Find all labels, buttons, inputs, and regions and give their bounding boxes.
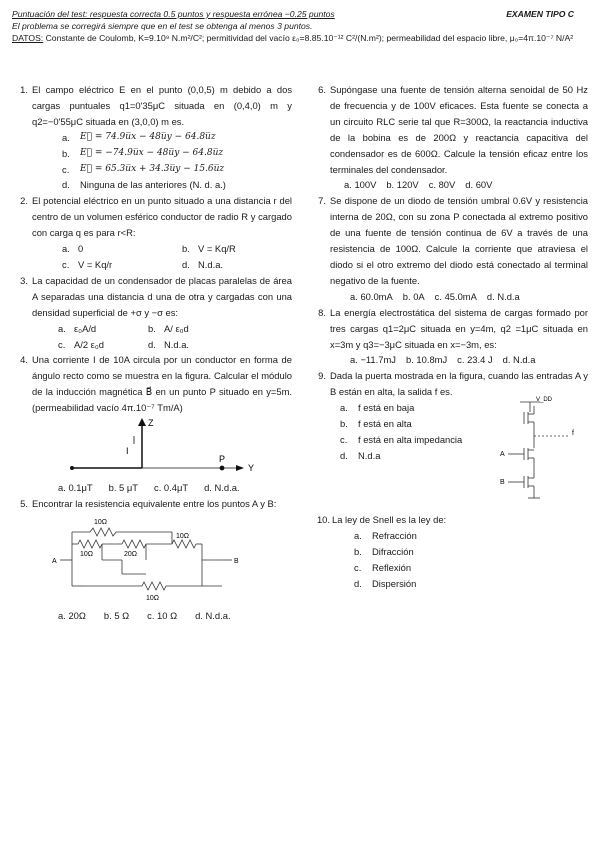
option-9d[interactable]: d. N.d.a bbox=[340, 449, 381, 461]
option-4a[interactable]: a. 0.1μT bbox=[58, 482, 93, 494]
option-10c[interactable]: c. Reflexión bbox=[354, 561, 412, 573]
exam-type: EXAMEN TIPO C bbox=[506, 9, 574, 19]
z-arrow-icon bbox=[138, 418, 146, 426]
question-9-body bbox=[310, 397, 588, 512]
option-10a[interactable]: a. Refracción bbox=[354, 530, 417, 542]
resistor-mid-2 bbox=[122, 540, 146, 548]
option-8d[interactable]: d. N.d.a bbox=[502, 354, 536, 366]
option-1a[interactable]: a. E⃗ = 74.9u̅x − 48u̅y − 64.8u̅z bbox=[62, 131, 216, 143]
option-3b[interactable]: b. A/ ε₀d bbox=[148, 322, 189, 334]
current-label: I bbox=[126, 446, 129, 457]
question-7: 7. Se dispone de un diodo de tensión umbral 0.6V y resistencia interna de 20Ω, con su zona P conectada al extremo positivo de una fuente de tensión continua de 6V a través de una resistencia de 100Ω. Calcule la corriente que atraviesa el diodo si el otro extremo del diodo está conectado al terminal negativo de la fuente. bbox=[318, 195, 588, 286]
option-10d[interactable]: d. Dispersión bbox=[354, 577, 417, 589]
resistor-label-4: 10Ω bbox=[176, 532, 190, 540]
y-arrow-icon bbox=[236, 465, 244, 471]
option-6d[interactable]: d. 60V bbox=[465, 179, 493, 191]
question-10-options bbox=[354, 528, 588, 592]
resistor-label-1: 10Ω bbox=[94, 518, 108, 526]
scoring-rules: Puntuación del test: respuesta correcta 0.5 puntos y respuesta errónea −0.25 puntos bbox=[12, 9, 335, 19]
option-10b[interactable]: b. Difracción bbox=[354, 545, 414, 557]
exam-header bbox=[12, 8, 588, 44]
input-a-label: A bbox=[500, 451, 505, 459]
option-9c[interactable]: c. f está en alta impedancia bbox=[340, 433, 463, 445]
option-5a[interactable]: a. 20Ω bbox=[58, 609, 86, 621]
option-1c[interactable]: c. E⃗ = 65.3u̅x + 34.3u̅y − 15.6u̅z bbox=[62, 163, 225, 175]
option-7c[interactable]: c. 45.0mA bbox=[434, 290, 477, 302]
option-9a[interactable]: a. f está en baja bbox=[340, 402, 415, 414]
question-6: 6. Supóngase una fuente de tensión alterna senoidal de 50 Hz de frecuencia y de 100V eficaces. Esta fuente se conecta a un circuito RLC serie tal que R=300Ω, la reactancia inductiva de la bobina es de 200Ω y reactancia capacitiva del condensador es de 600Ω. Calcule la tensión eficaz entre los terminales del condensador. bbox=[318, 84, 588, 175]
option-9b[interactable]: b. f está en alta bbox=[340, 418, 412, 430]
option-8b[interactable]: b. 10.8mJ bbox=[405, 354, 448, 366]
option-2c[interactable]: c. V = Kq/r bbox=[62, 258, 113, 270]
question-5-options bbox=[58, 608, 292, 624]
node-b-label: B bbox=[234, 557, 239, 565]
question-2-options bbox=[62, 241, 292, 273]
question-4-options bbox=[58, 480, 292, 496]
question-3: 3. La capacidad de un condensador de placas paralelas de área A separadas una distancia d una de otra y cargadas con una densidad superficial de +σ y −σ es: bbox=[20, 274, 292, 318]
question-8: 8. La energía electrostática del sistema de cargas formado por tres cargas q1=2μC situada en y=4m, q2 =1μC situada en x=3m y q3=−3μC situada en x=−3m, es: bbox=[318, 306, 588, 350]
question-8-options bbox=[350, 352, 588, 368]
resistor-label-3: 20Ω bbox=[124, 550, 138, 558]
question-4: 4. Una corriente I de 10A circula por un conductor en forma de ángulo recto como se muestra en la figura. Calcular el módulo de la inducción magnética B⃗ en un punto P situado en y=5m. (permeabilidad vacío 4π.10⁻⁷ Tm/A) bbox=[20, 354, 292, 414]
question-9-options bbox=[340, 400, 510, 464]
question-1: 1. El campo eléctrico E en el punto (0,0,5) m debido a dos cargas puntuales q1=0'35μC situada en (0,4,0) m y q2=−0'55μC situada en (3,0,0) m es. bbox=[20, 84, 292, 127]
option-5b[interactable]: b. 5 Ω bbox=[103, 609, 130, 621]
current-conductor-figure bbox=[22, 416, 282, 480]
option-3c[interactable]: c. A/2 ε₀d bbox=[58, 338, 104, 350]
option-4b[interactable]: b. 5 μT bbox=[108, 482, 138, 494]
vdd-label: V_DD bbox=[536, 397, 553, 404]
option-4d[interactable]: d. N.d.a. bbox=[204, 482, 240, 494]
node-a-label: A bbox=[52, 557, 57, 565]
question-3-options bbox=[58, 321, 292, 353]
resistor-network-figure bbox=[22, 512, 282, 608]
resistor-mid-3 bbox=[172, 540, 196, 548]
resistor-mid-1 bbox=[78, 540, 102, 548]
data-text: Constante de Coulomb, K=9.10⁹ N.m²/C²; permitividad del vacío ε₀=8.85.10⁻¹² C²/(N.m²); permeabilidad del espacio libre, μ₀=4π.10⁻⁷ N/A² bbox=[43, 33, 574, 43]
option-3a[interactable]: a. ε₀A/d bbox=[58, 322, 97, 334]
z-label: Z bbox=[148, 418, 154, 429]
option-7d[interactable]: d. N.d.a bbox=[486, 290, 520, 302]
left-column bbox=[12, 82, 292, 624]
question-2: 2. El potencial eléctrico en un punto situado a una distancia r del centro de un volumen esférico conductor de radio R y cargado con carga q es para r<R: bbox=[20, 195, 292, 239]
resistor-bottom bbox=[142, 582, 166, 590]
resistor-top bbox=[90, 528, 116, 536]
question-6-options bbox=[344, 177, 588, 193]
option-5c[interactable]: c. 10 Ω bbox=[147, 609, 178, 621]
option-1d[interactable]: d. Ninguna de las anteriores (N. d. a.) bbox=[62, 179, 226, 191]
cmos-gate-figure bbox=[500, 396, 582, 508]
option-8c[interactable]: c. 23.4 J bbox=[457, 354, 493, 366]
question-1-options bbox=[62, 130, 292, 194]
option-3d[interactable]: d. N.d.a. bbox=[148, 338, 190, 350]
point-p-dot bbox=[220, 466, 225, 471]
input-b-label: B bbox=[500, 479, 505, 487]
correction-note: El problema se corregirá siempre que en el test se obtenga al menos 3 puntos. bbox=[12, 21, 313, 31]
option-5d[interactable]: d. N.d.a. bbox=[195, 609, 231, 621]
resistor-label-2: 10Ω bbox=[80, 550, 94, 558]
option-4c[interactable]: c. 0.4μT bbox=[154, 482, 189, 494]
question-9: 9. Dada la puerta mostrada en la figura, cuando las entradas A y B están en alta, la salida f es. bbox=[318, 370, 588, 398]
option-2d[interactable]: d. N.d.a. bbox=[182, 258, 224, 270]
option-6a[interactable]: a. 100V bbox=[344, 179, 377, 191]
option-6b[interactable]: b. 120V bbox=[386, 179, 419, 191]
option-1b[interactable]: b. E⃗ = −74.9u̅x − 48u̅y − 64.8u̅z bbox=[62, 147, 224, 159]
right-column bbox=[310, 82, 588, 592]
data-label: DATOS: bbox=[12, 33, 44, 43]
question-7-options bbox=[350, 289, 588, 305]
option-8a[interactable]: a. −11.7mJ bbox=[350, 354, 396, 366]
option-2a[interactable]: a. 0 bbox=[62, 243, 84, 255]
p-label: P bbox=[219, 454, 226, 465]
constants-data bbox=[12, 32, 588, 44]
option-2b[interactable]: b. V = Kq/R bbox=[182, 243, 236, 255]
question-10: 10. La ley de Snell es la ley de: bbox=[316, 514, 447, 526]
option-7a[interactable]: a. 60.0mA bbox=[350, 290, 393, 302]
question-5: 5. Encontrar la resistencia equivalente entre los puntos A y B: bbox=[20, 497, 277, 509]
option-7b[interactable]: b. 0A bbox=[402, 290, 425, 302]
option-6c[interactable]: c. 80V bbox=[428, 179, 456, 191]
resistor-label-5: 10Ω bbox=[146, 594, 160, 602]
conductor-end-dot bbox=[70, 466, 74, 470]
output-f-label: f bbox=[572, 430, 574, 438]
y-label: Y bbox=[248, 463, 255, 474]
